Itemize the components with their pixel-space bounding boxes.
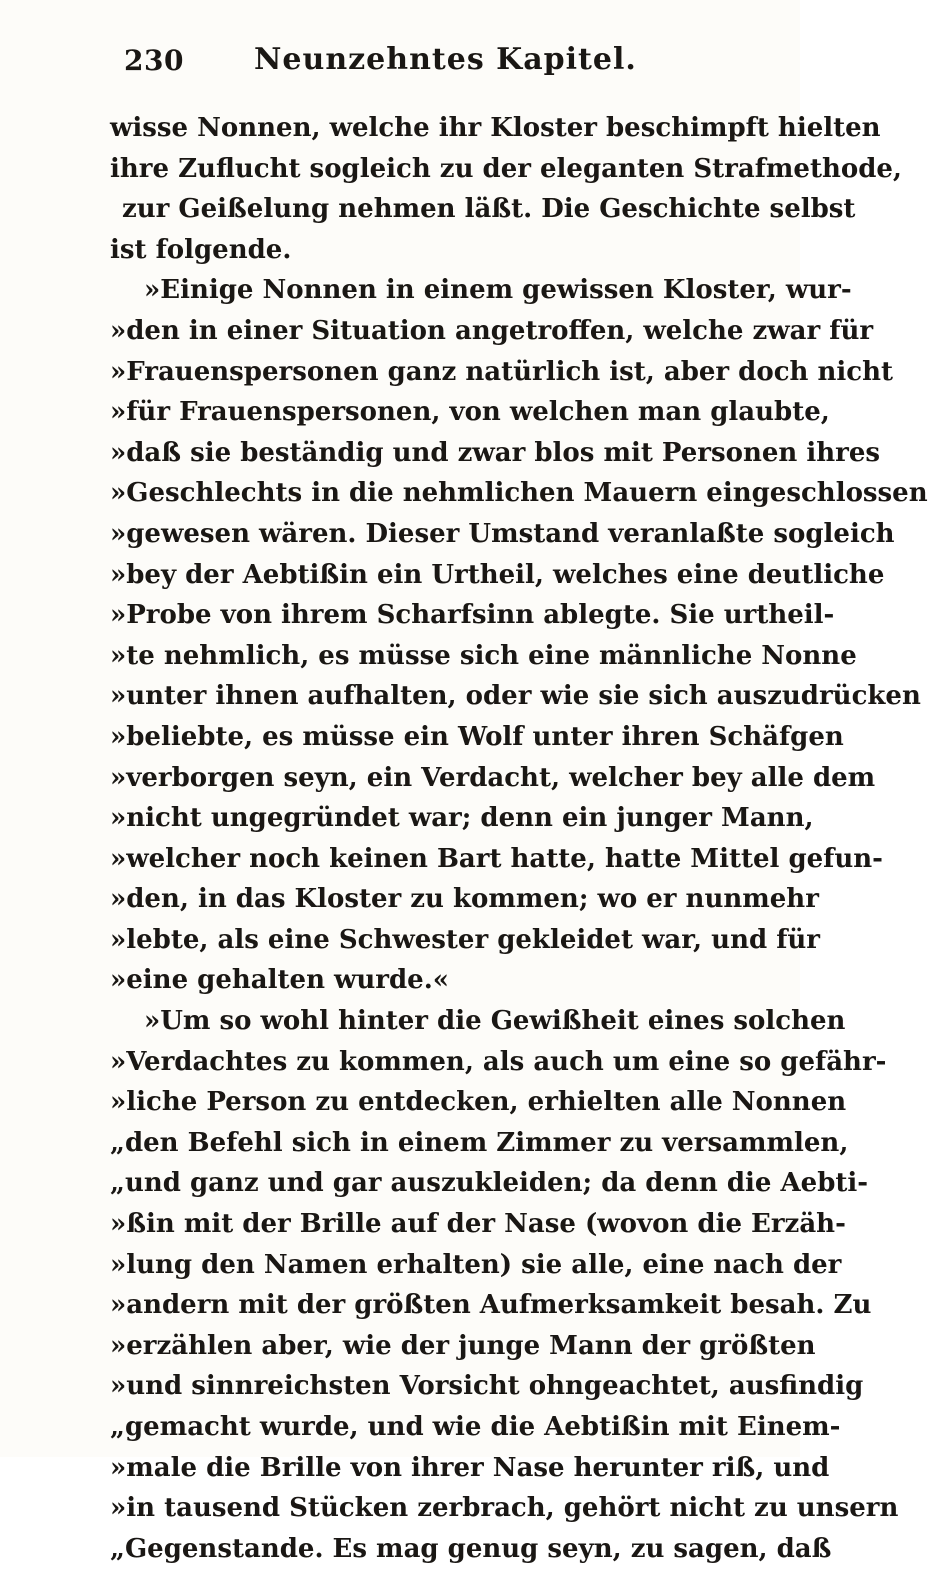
text-line: »Verdachtes zu kommen, als auch um eine so gefähr- (110, 1046, 887, 1077)
text-line: »bey der Aebtißin ein Urtheil, welches eine deutliche (110, 559, 885, 590)
body-text (110, 108, 928, 1569)
text-line: »ßin mit der Brille auf der Nase (wovon die Erzäh- (110, 1209, 846, 1240)
text-line: »Einige Nonnen in einem gewissen Kloster, wur- (144, 275, 852, 306)
text-line: »Probe von ihrem Scharfsinn ablegte. Sie urtheil- (110, 600, 835, 631)
text-line: »verborgen seyn, ein Verdacht, welcher bey alle dem (110, 762, 876, 793)
text-line: »beliebte, es müsse ein Wolf unter ihren Schäfgen (110, 721, 844, 752)
text-line: zur Geißelung nehmen läßt. Die Geschichte selbst (122, 194, 856, 225)
text-line: „und ganz und gar auszukleiden; da denn die Aebti- (110, 1168, 869, 1199)
text-line: »den in einer Situation angetroffen, welche zwar für (110, 315, 874, 346)
text-line: „Gegenstande. Es mag genug seyn, zu sagen, daß (110, 1533, 832, 1564)
text-line: »eine gehalten wurde.« (110, 965, 450, 996)
text-line: »unter ihnen aufhalten, oder wie sie sich auszudrücken (110, 681, 921, 712)
text-line: »gewesen wären. Dieser Umstand veranlaßte sogleich (110, 518, 895, 549)
text-line: »und sinnreichsten Vorsicht ohngeachtet, ausfindig (110, 1371, 864, 1402)
text-line: »erzählen aber, wie der junge Mann der größten (110, 1330, 816, 1361)
page-number: 230 (124, 44, 184, 77)
text-line: »liche Person zu entdecken, erhielten alle Nonnen (110, 1087, 847, 1118)
text-line: »male die Brille von ihrer Nase herunter riß, und (110, 1452, 830, 1483)
text-line: »nicht ungegründet war; denn ein junger Mann, (110, 803, 814, 834)
text-line: »andern mit der größten Aufmerksamkeit besah. Zu (110, 1290, 872, 1321)
text-line: „den Befehl sich in einem Zimmer zu versammlen, (110, 1127, 849, 1158)
running-head: Neunzehntes Kapitel. (254, 42, 637, 77)
text-line: »te nehmlich, es müsse sich eine männliche Nonne (110, 640, 857, 671)
text-line: »lebte, als eine Schwester gekleidet war, und für (110, 924, 820, 955)
text-line: »Geschlechts in die nehmlichen Mauern eingeschlossen (110, 478, 928, 509)
page-header (124, 40, 784, 90)
text-line: „gemacht wurde, und wie die Aebtißin mit Einem- (110, 1412, 841, 1442)
text-line: »Frauenspersonen ganz natürlich ist, aber doch nicht (110, 356, 894, 387)
text-line: »daß sie beständig und zwar blos mit Personen ihres (110, 437, 881, 468)
text-line: wisse Nonnen, welche ihr Kloster beschimpft hielten (110, 113, 881, 143)
text-line: »den, in das Kloster zu kommen; wo er nunmehr (110, 884, 819, 915)
text-line: »für Frauenspersonen, von welchen man glaubte, (110, 397, 830, 428)
text-line: »welcher noch keinen Bart hatte, hatte Mittel gefun- (110, 843, 883, 874)
text-line: »Um so wohl hinter die Gewißheit eines solchen (144, 1006, 846, 1037)
text-line: »in tausend Stücken zerbrach, gehört nicht zu unsern (110, 1493, 899, 1524)
text-line: ihre Zuflucht sogleich zu der eleganten Strafmethode, (110, 153, 902, 184)
text-line: ist folgende. (110, 234, 292, 265)
text-line: »lung den Namen erhalten) sie alle, eine nach der (110, 1249, 842, 1280)
